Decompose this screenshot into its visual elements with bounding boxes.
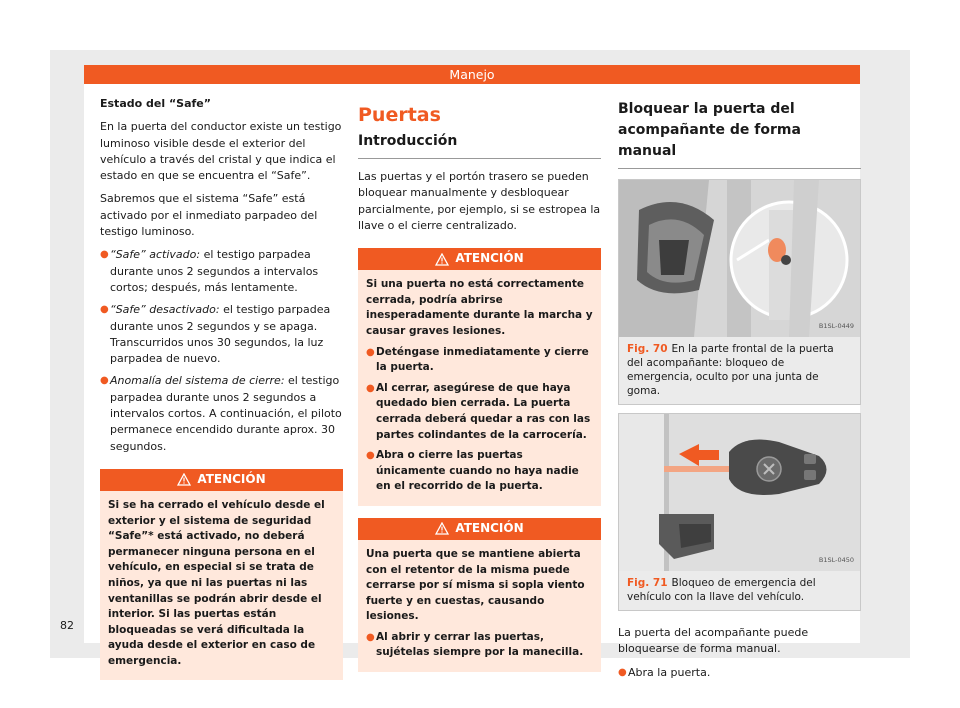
figure-number: Fig. 70 xyxy=(627,343,668,355)
column-1 xyxy=(100,96,343,680)
figure-number: Fig. 71 xyxy=(627,577,668,589)
list-item-text: Al cerrar, asegúrese de que haya quedado bien cerrada. La puerta cerrada deberá quedar a ras con las partes colindantes de la carrocería. xyxy=(376,381,591,441)
bullet-dot-icon: ● xyxy=(366,346,375,358)
bullet-dot-icon: ● xyxy=(618,666,627,678)
warning-triangle-icon xyxy=(435,522,449,535)
bullet-dot-icon: ● xyxy=(366,382,375,394)
section-heading-safe-status: Estado del “Safe” xyxy=(100,97,211,110)
key-in-lock-image xyxy=(619,414,860,571)
list-item xyxy=(366,345,593,376)
door-emergency-lock-image xyxy=(619,180,860,337)
bullet-dot-icon: ● xyxy=(100,304,109,316)
warning-box xyxy=(100,469,343,681)
section-title: Bloquear la puerta del acompañante de forma manual xyxy=(618,99,861,169)
bullet-dot-icon: ● xyxy=(366,631,375,643)
warning-title: ATENCIÓN xyxy=(455,251,524,266)
chapter-title: Puertas xyxy=(358,104,441,126)
list-item-text: el testigo parpadea durante unos 2 segundos y se apaga. Transcurridos unos 30 segundos, la luz parpadea de nuevo. xyxy=(110,303,331,366)
list-item xyxy=(100,302,343,367)
figure-code: B1SL-0450 xyxy=(818,555,854,564)
list-item-text: Deténgase inmediatamente y cierre la puerta. xyxy=(376,345,589,374)
list-item xyxy=(366,448,593,495)
warning-text: Si se ha cerrado el vehículo desde el exterior y el sistema de seguridad “Safe”* está activado, no deberá permanecer ninguna persona en el vehículo, en especial si se trata de niños, ya que ni las puertas ni las ventanillas se podrán abrir desde el interior. Si las puertas están bloqueadas se verá dificultada la ayuda desde el exterior en caso de emergencia. xyxy=(108,498,325,667)
page-number: 82 xyxy=(60,619,74,632)
warning-text: Una puerta que se mantiene abierta con el retentor de la misma puede cerrarse por sí misma si sopla viento fuerte y en cuestas, causando lesiones. xyxy=(366,547,585,623)
figure-caption-text: Bloqueo de emergencia del vehículo con la llave del vehículo. xyxy=(627,577,816,603)
warning-triangle-icon xyxy=(177,473,191,486)
door-illustration xyxy=(619,180,860,337)
warning-box xyxy=(358,518,601,672)
paragraph: Sabremos que el sistema “Safe” está activado por el inmediato parpadeo del testigo luminoso. xyxy=(100,192,318,239)
list-item xyxy=(100,373,343,454)
figure-71 xyxy=(618,413,861,611)
warning-header xyxy=(358,248,601,270)
paragraph: Las puertas y el portón trasero se pueden bloquear manualmente y desbloquear parcialmente, por ejemplo, si se estropea la llave o el cierre centralizado. xyxy=(358,170,601,232)
key-illustration xyxy=(619,414,860,571)
list-item-label: “Safe” desactivado: xyxy=(110,303,220,317)
warning-text: Si una puerta no está correctamente cerrada, podría abrirse inesperadamente durante la marcha y causar graves lesiones. xyxy=(366,278,593,337)
figure-caption-text: En la parte frontal de la puerta del acompañante: bloqueo de emergencia, oculto por una junta de goma. xyxy=(627,343,834,397)
list-item xyxy=(618,665,861,681)
list-item xyxy=(366,630,593,661)
list-item xyxy=(100,247,343,296)
warning-title: ATENCIÓN xyxy=(455,521,524,536)
list-item-label: “Safe” activado: xyxy=(110,248,201,262)
list-item-text: el testigo parpadea durante unos 2 segundos a intervalos cortos. A continuación, el piloto permanece encendido durante aprox. 30 segundos. xyxy=(110,374,342,453)
list-item-text: Abra la puerta. xyxy=(628,665,711,679)
bullet-dot-icon: ● xyxy=(100,375,109,387)
warning-header xyxy=(358,518,601,540)
page-header: Manejo xyxy=(84,65,860,84)
warning-title: ATENCIÓN xyxy=(197,472,266,487)
list-item-text: Al abrir y cerrar las puertas, sujételas siempre por la manecilla. xyxy=(376,630,584,659)
warning-triangle-icon xyxy=(435,253,449,266)
paragraph: La puerta del acompañante puede bloquearse de forma manual. xyxy=(618,626,809,656)
bullet-dot-icon: ● xyxy=(366,450,375,462)
figure-70 xyxy=(618,179,861,405)
warning-header xyxy=(100,469,343,491)
list-item-label: Anomalía del sistema de cierre: xyxy=(110,374,285,388)
list-item xyxy=(366,381,593,443)
warning-box xyxy=(358,248,601,506)
list-item-text: Abra o cierre las puertas únicamente cuando no haya nadie en el recorrido de la puerta. xyxy=(376,449,579,493)
column-2 xyxy=(358,96,601,672)
paragraph: En la puerta del conductor existe un testigo luminoso visible desde el exterior del vehículo a través del cristal y que indica el estado en que se encuentra el “Safe”. xyxy=(100,120,342,183)
figure-caption xyxy=(619,337,860,404)
figure-caption xyxy=(619,571,860,610)
figure-code: B1SL-0449 xyxy=(818,321,854,330)
list-item-text: el testigo parpadea durante unos 2 segundos a intervalos cortos; después, más lentamente. xyxy=(110,248,319,294)
section-title: Introducción xyxy=(358,132,601,159)
bullet-dot-icon: ● xyxy=(100,249,109,261)
column-3 xyxy=(618,96,861,687)
